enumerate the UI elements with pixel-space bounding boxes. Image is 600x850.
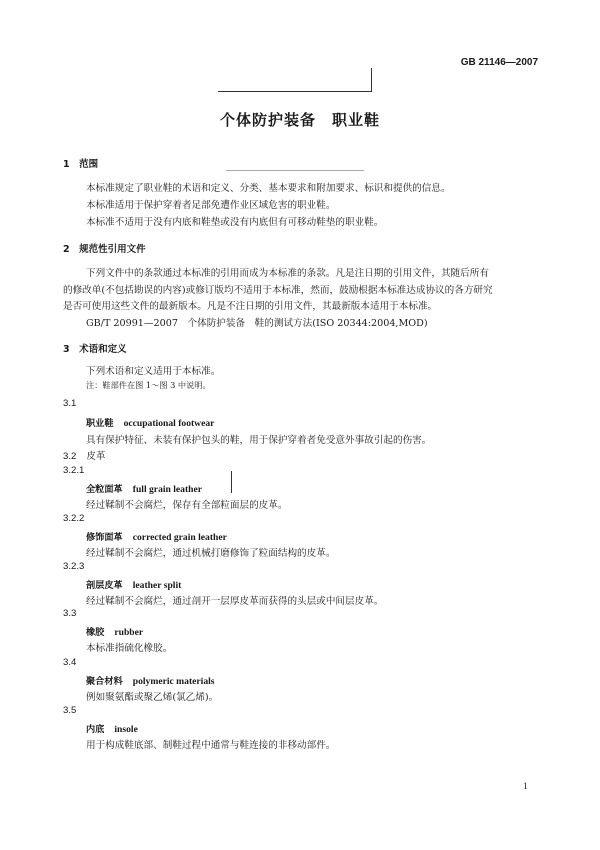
clause-number: 3.1 bbox=[63, 398, 77, 409]
header-rule bbox=[218, 91, 372, 92]
note: 注：鞋部件在图 1～图 3 中说明。 bbox=[86, 380, 211, 390]
section-heading: 3 术语和定义 bbox=[63, 344, 127, 355]
term-definition: 用于构成鞋底部、制鞋过程中通常与鞋连接的非移动部件。 bbox=[86, 740, 336, 751]
term-entry bbox=[86, 721, 138, 735]
term-en: rubber bbox=[114, 627, 144, 638]
term-definition: 例如聚氨酯或聚乙烯(氯乙烯)。 bbox=[86, 692, 219, 703]
term-zh: 职业鞋 bbox=[86, 418, 114, 429]
term-entry bbox=[86, 529, 227, 543]
page-number: 1 bbox=[523, 781, 528, 792]
term-definition: 本标准指硫化橡胶。 bbox=[86, 643, 173, 654]
paragraph: 是否可使用这些文件的最新版本。凡是不注日期的引用文件，其最新版本适用于本标准。 bbox=[63, 301, 438, 312]
term-zh: 橡胶 bbox=[86, 627, 105, 638]
paragraph: 的修改单(不包括勘误的内容)或修订版均不适用于本标准，然而，鼓励根据本标准达成协议的各方研究 bbox=[63, 285, 493, 296]
header-rule-end bbox=[371, 68, 372, 92]
paragraph: 下列文件中的条款通过本标准的引用而成为本标准的条款。凡是注日期的引用文件，其随后所有 bbox=[86, 268, 489, 279]
term-en: insole bbox=[114, 724, 138, 735]
term-definition: 经过鞣制不会腐烂，通过机械打磨修饰了粒面结构的皮革。 bbox=[86, 548, 336, 559]
standard-number: GB 21146—2007 bbox=[460, 57, 538, 68]
page-title: 个体防护装备 职业鞋 bbox=[219, 111, 380, 129]
term-definition: 具有保护特征、未装有保护包头的鞋，用于保护穿着者免受意外事故引起的伤害。 bbox=[86, 435, 432, 446]
term-entry bbox=[86, 673, 215, 687]
term-entry bbox=[86, 415, 214, 429]
section-heading: 2 规范性引用文件 bbox=[63, 244, 146, 255]
paragraph: 下列术语和定义适用于本标准。 bbox=[86, 366, 221, 377]
paragraph: 本标准适用于保护穿着者足部免遭作业区域危害的职业鞋。 bbox=[86, 200, 336, 211]
term-entry bbox=[86, 481, 202, 495]
term-entry bbox=[86, 577, 181, 591]
term-zh: 剖层皮革 bbox=[86, 580, 123, 591]
term-en: polymeric materials bbox=[132, 676, 215, 687]
section-heading: 1 范围 bbox=[63, 159, 99, 170]
clause-number-value: 3.2 bbox=[63, 451, 77, 462]
text-cursor-mark bbox=[231, 471, 232, 493]
term-zh: 内底 bbox=[86, 724, 105, 735]
clause-number: 3.3 bbox=[63, 608, 77, 619]
term-en: full grain leather bbox=[132, 484, 203, 495]
scope-underline bbox=[226, 170, 364, 171]
reference-item: GB/T 20991—2007 个体防护装备 鞋的测试方法(ISO 20344:2004,MOD) bbox=[86, 318, 428, 329]
term-entry bbox=[86, 624, 143, 638]
clause-number: 3.2.3 bbox=[63, 561, 85, 572]
clause-number: 3.2.1 bbox=[63, 465, 85, 476]
term-definition: 经过鞣制不会腐烂，通过剖开一层厚皮革而获得的头层或中间层皮革。 bbox=[86, 596, 384, 607]
clause-number bbox=[63, 448, 106, 462]
clause-number: 3.2.2 bbox=[63, 513, 85, 524]
term-en: corrected grain leather bbox=[132, 532, 227, 543]
term-definition: 经过鞣制不会腐烂，保存有全部粒面层的皮革。 bbox=[86, 500, 288, 511]
term-en: occupational footwear bbox=[123, 418, 215, 429]
term-en: leather split bbox=[132, 580, 182, 591]
term-zh: 全粒面革 bbox=[86, 484, 123, 495]
clause-number: 3.4 bbox=[63, 657, 77, 668]
sub-heading: 皮革 bbox=[86, 451, 106, 462]
paragraph: 本标准规定了职业鞋的术语和定义、分类、基本要求和附加要求、标识和提供的信息。 bbox=[86, 183, 451, 194]
clause-number: 3.5 bbox=[63, 705, 77, 716]
term-zh: 修饰面革 bbox=[86, 532, 123, 543]
term-zh: 聚合材料 bbox=[86, 676, 123, 687]
paragraph: 本标准不适用于没有内底和鞋垫或没有内底但有可移动鞋垫的职业鞋。 bbox=[86, 217, 384, 228]
